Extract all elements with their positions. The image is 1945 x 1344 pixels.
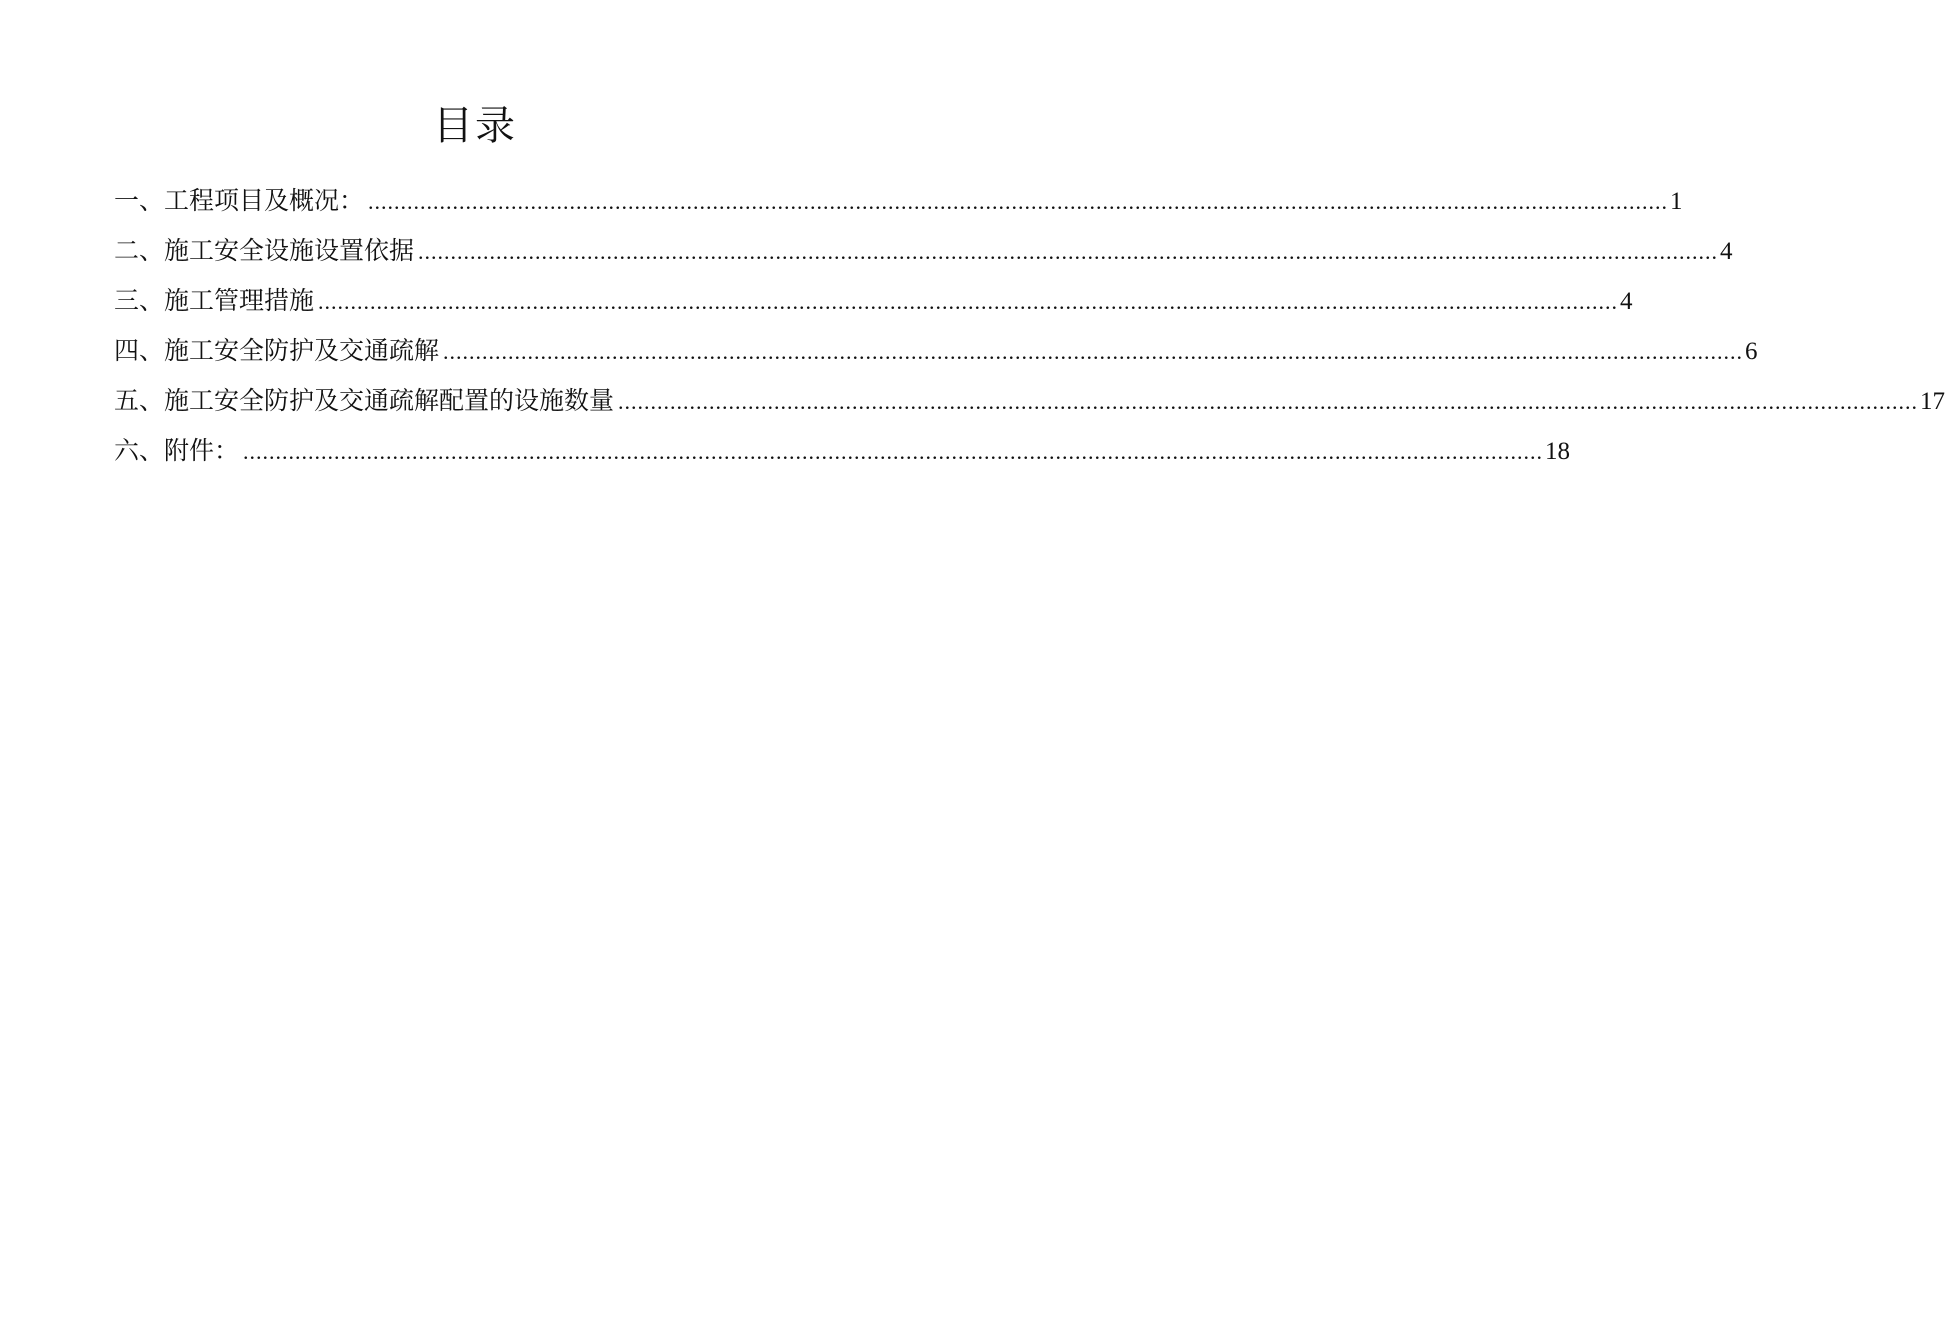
toc-leader-dots: ........................................................................................................................................................................................................ — [243, 439, 1544, 464]
toc-entry-page: 4 — [1620, 288, 1633, 315]
toc-entry[interactable] — [114, 431, 1571, 481]
toc-entry-label: 二、施工安全设施设置依据 — [114, 236, 415, 265]
toc-entry-page: 1 — [1670, 188, 1683, 215]
toc-title: 目录 — [433, 103, 517, 149]
toc-entry[interactable] — [114, 381, 1945, 431]
toc-leader-dots: ........................................................................................................................................................................................................ — [368, 189, 1669, 214]
toc-entry-label: 三、施工管理措施 — [114, 286, 315, 315]
toc-entry[interactable] — [114, 281, 1633, 331]
toc-entry-page: 17 — [1920, 388, 1945, 415]
toc-entry-page: 6 — [1745, 338, 1758, 365]
toc-entry-label: 四、施工安全防护及交通疏解 — [114, 336, 440, 365]
toc-entry-page: 18 — [1545, 438, 1571, 465]
toc-leader-dots: ........................................................................................................................................................................................................ — [318, 289, 1619, 314]
toc-entry[interactable] — [114, 231, 1733, 281]
toc-leader-dots: ........................................................................................................................................................................................................ — [618, 389, 1919, 414]
toc-leader-dots: ........................................................................................................................................................................................................ — [418, 239, 1719, 264]
toc-entry-label: 一、工程项目及概况： — [114, 186, 365, 215]
toc-entry-page: 4 — [1720, 238, 1733, 265]
toc-leader-dots: ........................................................................................................................................................................................................ — [443, 339, 1744, 364]
table-of-contents — [114, 181, 1945, 481]
toc-entry-label: 五、施工安全防护及交通疏解配置的设施数量 — [114, 386, 615, 415]
toc-entry[interactable] — [114, 331, 1758, 381]
toc-entry[interactable] — [114, 181, 1683, 231]
toc-entry-label: 六、附件： — [114, 436, 240, 465]
